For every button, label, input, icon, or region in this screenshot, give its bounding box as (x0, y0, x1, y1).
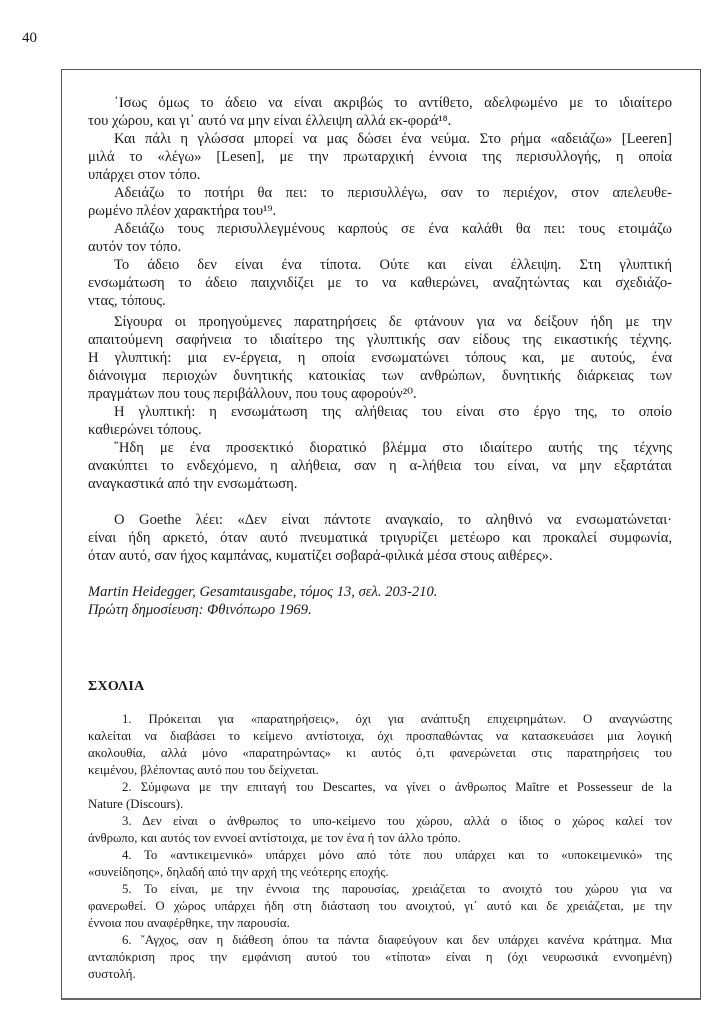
text-line: 5. Το είναι, με την έννοια της παρουσίας, χρειάζεται το ανοιχτό του χώρου για να (122, 882, 672, 896)
text-line: ανταπόκριση προς την εμφάνιση αυτού του «τίποτα» είναι η (όχι νευρωσικά εννοημένη) (88, 950, 672, 964)
citation-first-publication: Πρώτη δημοσίευση: Φθινόπωρο 1969. (88, 602, 312, 618)
text-line: ρωμένο πλέον χαρακτήρα του¹⁹. (88, 203, 277, 219)
paragraph (88, 220, 672, 256)
text-line: ντας, τόπους. (88, 293, 166, 309)
text-line: 6. ῎Αγχος, σαν η διάθεση όπου τα πάντα διαφεύγουν και δεν υπάρχει κανένα κράτημα. Μια (122, 933, 672, 947)
paragraph (88, 130, 672, 184)
text-line: φανερωθεί. Ο χώρος υπάρχει ήδη στη διάσταση του ανοιχτού, γι᾽ αυτό και δε χρειάζεται, με την (88, 899, 672, 913)
note-item (88, 813, 672, 847)
text-line: κειμένου, βλέποντας αυτό που του δείχνεται. (88, 763, 319, 777)
text-line: μιλά το «λέγω» [Lesen], με την πρωταρχική έννοια της περισυλλογής, η οποία (88, 149, 672, 165)
text-line: Η γλυπτική: μια εν-έργεια, η οποία ενσωματώνει τόπους και, με αυτούς, ένα (88, 350, 672, 366)
body-text-part-a (88, 94, 672, 310)
paragraph (88, 94, 672, 130)
paragraph (88, 313, 672, 403)
text-line: υπάρχει στον τόπο. (88, 167, 201, 183)
text-line: έννοια που αναφέρθηκε, την παρουσία. (88, 916, 290, 930)
paragraph (88, 439, 672, 493)
note-item (88, 932, 672, 983)
text-line: αναγκαστικά από την ενσωμάτωση. (88, 476, 298, 492)
text-line: ακολουθία, αλλά μόνο «παρατηρώντας» κι αυτός ό,τι φανερώνεται στις παρατηρήσεις του (88, 746, 672, 760)
paragraph (88, 256, 672, 310)
note-item (88, 711, 672, 779)
text-line: ανακύπτει το ενδεχόμενο, η αλήθεια, σαν η α-λήθεια του είναι, να μην εξαρτάται (88, 458, 672, 474)
paragraph (88, 403, 672, 439)
text-line: 3. Δεν είναι ο άνθρωπος το υπο-κείμενο του χώρου, αλλά ο ίδιος ο χώρος καλεί τον (122, 814, 672, 828)
text-line: ῾Ισως όμως το άδειο να είναι ακριβώς το αντίθετο, αδελφωμένο με το ιδιαίτερο (114, 95, 672, 111)
text-line: Το άδειο δεν είναι ένα τίποτα. Ούτε και είναι έλλειψη. Στη γλυπτική (114, 257, 672, 273)
citation (88, 583, 672, 619)
note-item (88, 779, 672, 813)
text-line: Σίγουρα οι προηγούμενες παρατηρήσεις δε φτάνουν για να δείξουν ήδη με την (114, 314, 672, 330)
text-line: Και πάλι η γλώσσα μπορεί να μας δώσει ένα νεύμα. Στο ρήμα «αδειάζω» [Leeren] (114, 131, 672, 147)
text-line: Nature (Discours). (88, 797, 184, 811)
paragraph (88, 184, 672, 220)
text-line: ῞Ηδη με ένα προσεκτικό διορατικό βλέμμα στο ιδιαίτερο αυτής της τέχνης (114, 440, 672, 456)
text-line: καθιερώνει τόπους. (88, 422, 202, 438)
text-line: Η γλυπτική: η ενσωμάτωση της αλήθειας του είναι στο έργο της, το οποίο (114, 404, 672, 420)
text-line: 1. Πρόκειται για «παρατηρήσεις», όχι για ανάπτυξη επιχειρημάτων. Ο αναγνώστης (122, 712, 672, 726)
text-line: αυτόν τον τόπο. (88, 239, 182, 255)
text-line: όταν αυτό, σαν ήχος καμπάνας, κυματίζει σοβαρά-φιλικά μέσα στους αιθέρες». (88, 548, 553, 564)
text-line: συστολή. (88, 967, 136, 981)
text-line: Ο Goethe λέει: «Δεν είναι πάντοτε αναγκαίο, το αληθινό να ενσωματώνεται· (114, 512, 672, 528)
text-line: «συνείδησης», δηλαδή από την αρχή της νεότερης εποχής. (88, 865, 389, 879)
body-text-part-b (88, 313, 672, 493)
notes-list (88, 711, 672, 983)
text-line: διάνοιγμα περιοχών δυνητικής κατοικίας των ανθρώπων, δυνητικής διάρκειας των (88, 368, 672, 384)
citation-source: Martin Heidegger, Gesamtausgabe, τόμος 13, σελ. 203-210. (88, 584, 438, 600)
note-item (88, 847, 672, 881)
notes-heading: ΣΧΟΛΙΑ (88, 679, 145, 694)
text-line: 4. Το «αντικειμενικό» υπάρχει μόνο από τότε που υπάρχει και το «υποκειμενικό» της (122, 848, 672, 862)
text-line: απαιτούμενη σαφήνεια το ιδιαίτερο της γλυπτικής σαν είδους της εικαστικής τέχνης. (88, 332, 672, 348)
paragraph (88, 511, 672, 565)
page-number: 40 (22, 30, 37, 46)
text-line: του χώρου, και γι᾽ αυτό να μην είναι έλλειψη αλλά εκ-φορά¹⁸. (88, 113, 452, 129)
text-line: άνθρωπο, και αυτός τον εννοεί αντίστοιχα, με τον ένα ή τον άλλο τρόπο. (88, 831, 461, 845)
text-line: ενσωμάτωση το άδειο παιχνιδίζει με το να καθιερώνει, αναζητώντας και σχεδιάζο- (88, 275, 672, 291)
note-item (88, 881, 672, 932)
text-line: 2. Σύμφωνα με την επιταγή του Descartes, να γίνει ο άνθρωπος Maître et Possesseur de la (122, 780, 672, 794)
text-line: Αδειάζω το ποτήρι θα πει: το περισυλλέγω, σαν το περιέχον, στον απελευθε- (114, 185, 672, 201)
goethe-quote (88, 511, 672, 565)
text-line: Αδειάζω τους περισυλλεγμένους καρπούς σε ένα καλάθι θα πει: τους ετοιμάζω (114, 221, 672, 237)
text-line: είναι ήδη αρκετό, όταν αυτό πνευματικά τριγυρίζει μετέωρο και προκαλεί συμφωνία, (88, 530, 672, 546)
text-line: πραγμάτων που τους περιβάλλουν, που τους αφορούν²⁰. (88, 386, 417, 402)
text-line: καλείται να διαβάσει το κείμενο αντίστοιχα, όχι προσπαθώντας να κατασκευάσει μια λογική (88, 729, 672, 743)
